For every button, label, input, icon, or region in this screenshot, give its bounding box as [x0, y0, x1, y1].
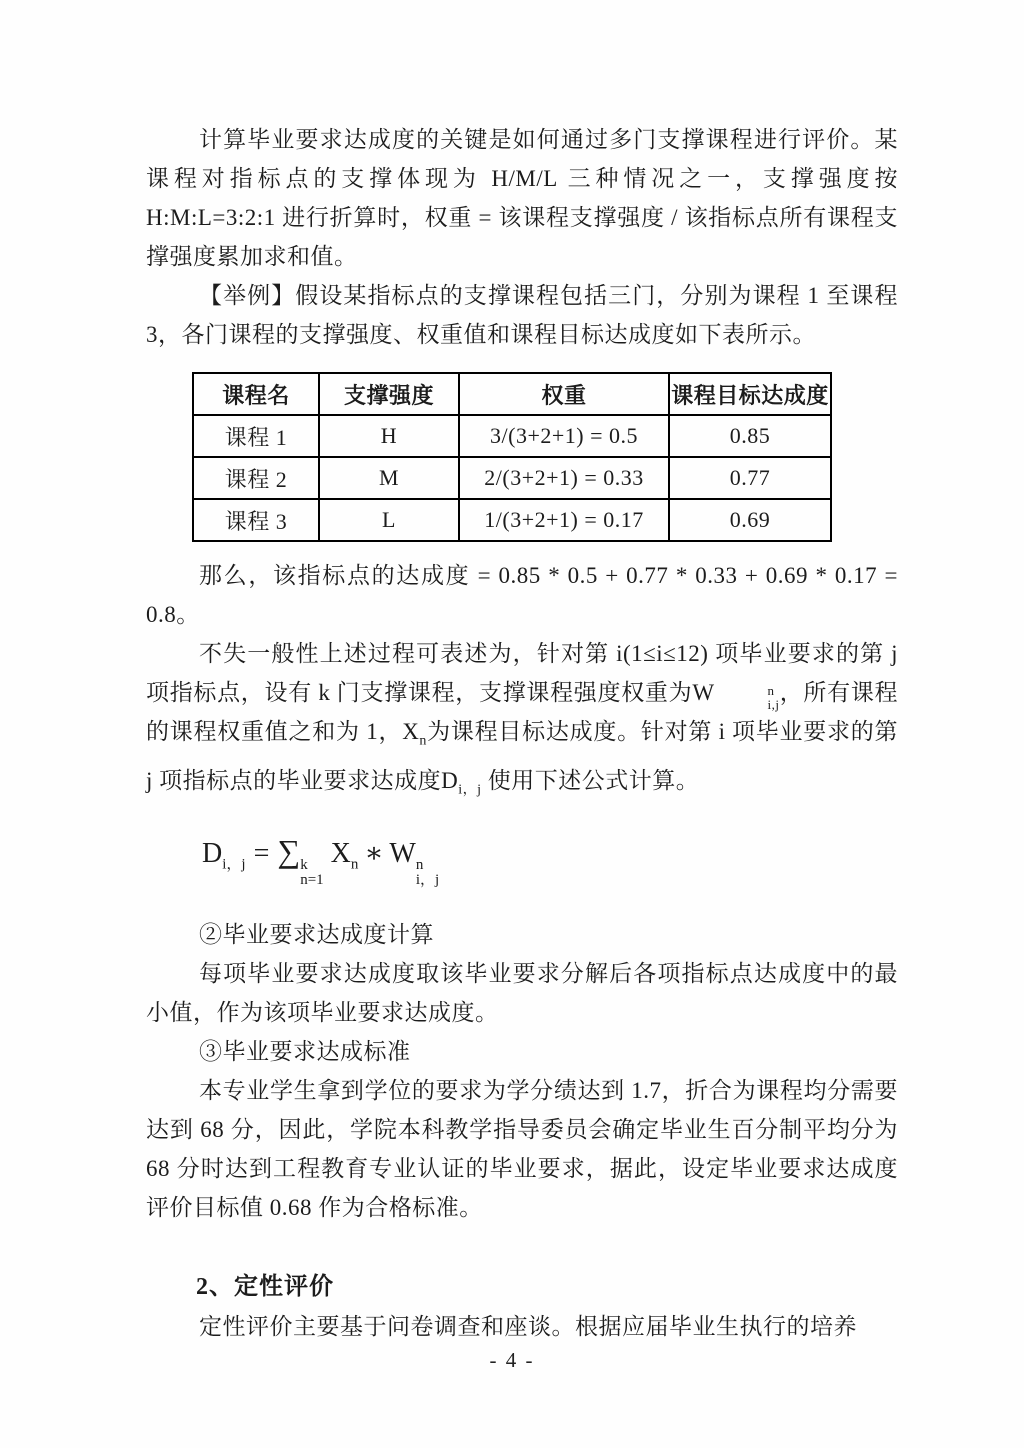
p4-text-segment-3: 为课程目标达成度。针对第 i 项毕业要求的第 j 项指标点的毕业要求达成度: [146, 719, 899, 793]
p4-text-segment-4: 使用下述公式计算。: [487, 767, 700, 793]
math-x-sub: n: [419, 733, 427, 749]
math-w-sup: n: [767, 683, 775, 699]
formula-d-sub: i，j: [222, 856, 246, 873]
cell-course-name: 课程 3: [193, 499, 319, 541]
formula-w-scripts: [416, 858, 439, 889]
math-w-base: W: [692, 680, 715, 705]
cell-weight: 3/(3+2+1) = 0.5: [459, 415, 669, 457]
p4-text-segment-2: ，所有课程的课程权重值之和为 1，: [146, 680, 899, 744]
p4-text-segment-1: 不失一般性上述过程可表述为，针对第 i(1≤i≤12) 项毕业要求的第 j 项指标点，设有 k 门支撑课程，支撑课程强度权重为: [146, 641, 898, 705]
formula-x-base: X: [330, 838, 351, 870]
item-heading-achievement-standard: ③毕业要求达成标准: [199, 1038, 411, 1064]
cell-course-name: 课程 1: [193, 415, 319, 457]
col-header-course-target-achievement: 课程目标达成度: [669, 373, 831, 415]
formula-w-sup: n: [415, 856, 424, 873]
paragraph-achievement-key: 计算毕业要求达成度的关键是如何通过多门支撑课程进行评价。某课程对指标点的支撑体现为 H/M/L 三种情况之一，支撑强度按 H:M:L=3:2:1 进行折算时，权重 = 该课程支撑强度 / 该指标点所有课程支撑强度累加求和值。: [146, 127, 898, 269]
formula-x-sub: n: [350, 856, 359, 873]
paragraph-example-intro: 【举例】假设某指标点的支撑课程包括三门，分别为课程 1 至课程 3，各门课程的支撑强度、权重值和课程目标达成度如下表所示。: [146, 283, 899, 347]
course-support-table: [192, 372, 832, 542]
cell-support-strength: M: [319, 457, 459, 499]
math-d-base: D: [441, 767, 459, 793]
sum-upper-limit: k: [300, 856, 308, 873]
cell-achievement: 0.85: [669, 415, 831, 457]
document-content: [146, 120, 898, 1346]
sum-lower-limit: n=1: [300, 872, 324, 889]
paragraph-qualitative-intro: 定性评价主要基于问卷调查和座谈。根据应届毕业生执行的培养: [199, 1313, 857, 1339]
col-header-weight: 权重: [459, 373, 669, 415]
achievement-degree-formula: [202, 829, 898, 888]
col-header-support-strength: 支撑强度: [319, 373, 459, 415]
formula-w-sub: i，j: [415, 872, 440, 889]
table-row: [193, 415, 831, 457]
page-number: - 4 -: [489, 1348, 535, 1372]
math-d-sub: i，j: [458, 782, 482, 798]
math-w-sub: i,j: [767, 696, 780, 712]
math-weight-term: [692, 680, 780, 712]
math-x-base: X: [402, 719, 420, 744]
math-x-term: [402, 719, 427, 749]
sum-symbol: ∑: [277, 833, 301, 870]
cell-support-strength: L: [319, 499, 459, 541]
section-heading-qualitative-evaluation: 2、定性评价: [196, 1273, 334, 1300]
table-header-row: [193, 373, 831, 415]
cell-weight: 1/(3+2+1) = 0.17: [459, 499, 669, 541]
formula-equals: =: [253, 838, 270, 870]
math-w-scripts: [715, 684, 780, 711]
paragraph-pass-standard: 本专业学生拿到学位的要求为学分绩达到 1.7，折合为课程均分需要达到 68 分，因此，学院本科教学指导委员会确定毕业生百分制平均分为 68 分时达到工程教育专业认证的毕业要求，据此，设定毕业要求达成度评价目标值 0.68 作为合格标准。: [146, 1077, 898, 1220]
formula-d-base: D: [202, 838, 223, 870]
sum-limits: [300, 858, 323, 889]
table-row: [193, 499, 831, 541]
math-d-term: [441, 767, 482, 798]
formula-w-base: W: [389, 838, 416, 870]
paragraph-example-result: 那么，该指标点的达成度 = 0.85 * 0.5 + 0.77 * 0.33 + 0.69 * 0.17 = 0.8。: [146, 563, 898, 627]
paragraph-min-value-rule: 每项毕业要求达成度取该毕业要求分解后各项指标点达成度中的最小值，作为该项毕业要求达成度。: [146, 960, 898, 1025]
cell-achievement: 0.77: [669, 457, 831, 499]
paragraph-general-formulation: [146, 634, 898, 809]
cell-weight: 2/(3+2+1) = 0.33: [459, 457, 669, 499]
cell-support-strength: H: [319, 415, 459, 457]
formula-multiply-operator: ∗: [364, 838, 384, 870]
cell-course-name: 课程 2: [193, 457, 319, 499]
table-row: [193, 457, 831, 499]
col-header-course-name: 课程名: [193, 373, 319, 415]
cell-achievement: 0.69: [669, 499, 831, 541]
item-heading-requirement-calc: ②毕业要求达成度计算: [199, 921, 434, 947]
